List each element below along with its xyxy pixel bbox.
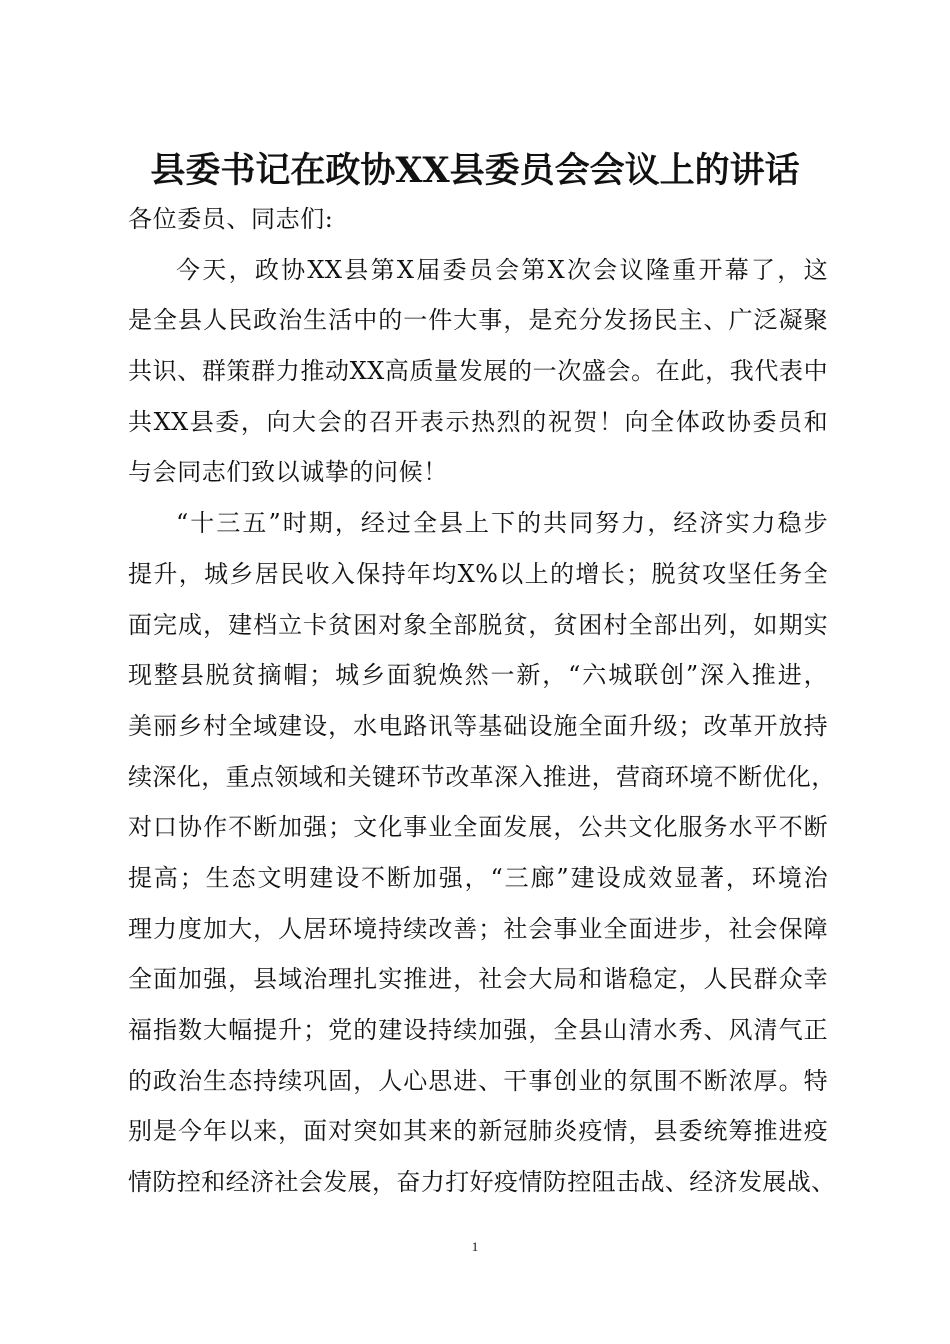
paragraph-2-line-1: “十三五”时期，经过全县上下的共同努力，经济实力稳步	[176, 509, 828, 538]
salutation-line: 各位委员、同志们:	[128, 205, 334, 233]
paragraph-1-line-1: 今天，政协XX县第X届委员会第X次会议隆重开幕了，这	[176, 255, 828, 284]
paragraph-2-line-2: 提升，城乡居民收入保持年均X%以上的增长；脱贫攻坚任务全	[128, 559, 828, 588]
paragraph-2-line-10: 全面加强，县域治理扎实推进，社会大局和谐稳定，人民群众幸	[128, 965, 828, 994]
paragraph-1-line-5: 与会同志们致以诚挚的问候！	[128, 458, 448, 487]
page-number: 1	[471, 1239, 479, 1254]
paragraph-2-line-5: 美丽乡村全域建设，水电路讯等基础设施全面升级；改革开放持	[128, 711, 828, 740]
paragraph-1-line-2: 是全县人民政治生活中的一件大事，是充分发扬民主、广泛凝聚	[128, 306, 828, 335]
paragraph-2-line-14: 情防控和经济社会发展，奋力打好疫情防控阻击战、经济发展战、	[128, 1168, 836, 1197]
paragraph-2-line-3: 面完成，建档立卡贫困对象全部脱贫，贫困村全部出列，如期实	[128, 610, 828, 639]
paragraph-2-line-6: 续深化，重点领域和关键环节改革深入推进，营商环境不断优化，	[128, 762, 836, 791]
paragraph-1-line-4: 共XX县委，向大会的召开表示热烈的祝贺！向全体政协委员和	[128, 407, 828, 436]
speech-body	[128, 194, 836, 1208]
paragraph-1-line-3: 共识、群策群力推动XX高质量发展的一次盛会。在此，我代表中	[128, 357, 828, 386]
paragraph-2-line-4: 现整县脱贫摘帽；城乡面貌焕然一新，“六城联创”深入推进，	[128, 661, 828, 690]
paragraph-2-line-7: 对口协作不断加强；文化事业全面发展，公共文化服务水平不断	[128, 813, 828, 842]
paragraph-2-line-8: 提高；生态文明建设不断加强，“三廊”建设成效显著，环境治	[128, 863, 828, 892]
paragraph-2-line-9: 理力度加大，人居环境持续改善；社会事业全面进步，社会保障	[128, 914, 828, 943]
paragraph-2-line-11: 福指数大幅提升；党的建设持续加强，全县山清水秀、风清气正	[128, 1016, 828, 1044]
paragraph-2-line-13: 别是今年以来，面对突如其来的新冠肺炎疫情，县委统筹推进疫	[128, 1117, 828, 1146]
paragraph-2-line-12: 的政治生态持续巩固，人心思进、干事创业的氛围不断浓厚。特	[128, 1066, 828, 1095]
document-title: 县委书记在政协XX县委员会会议上的讲话	[150, 150, 800, 191]
